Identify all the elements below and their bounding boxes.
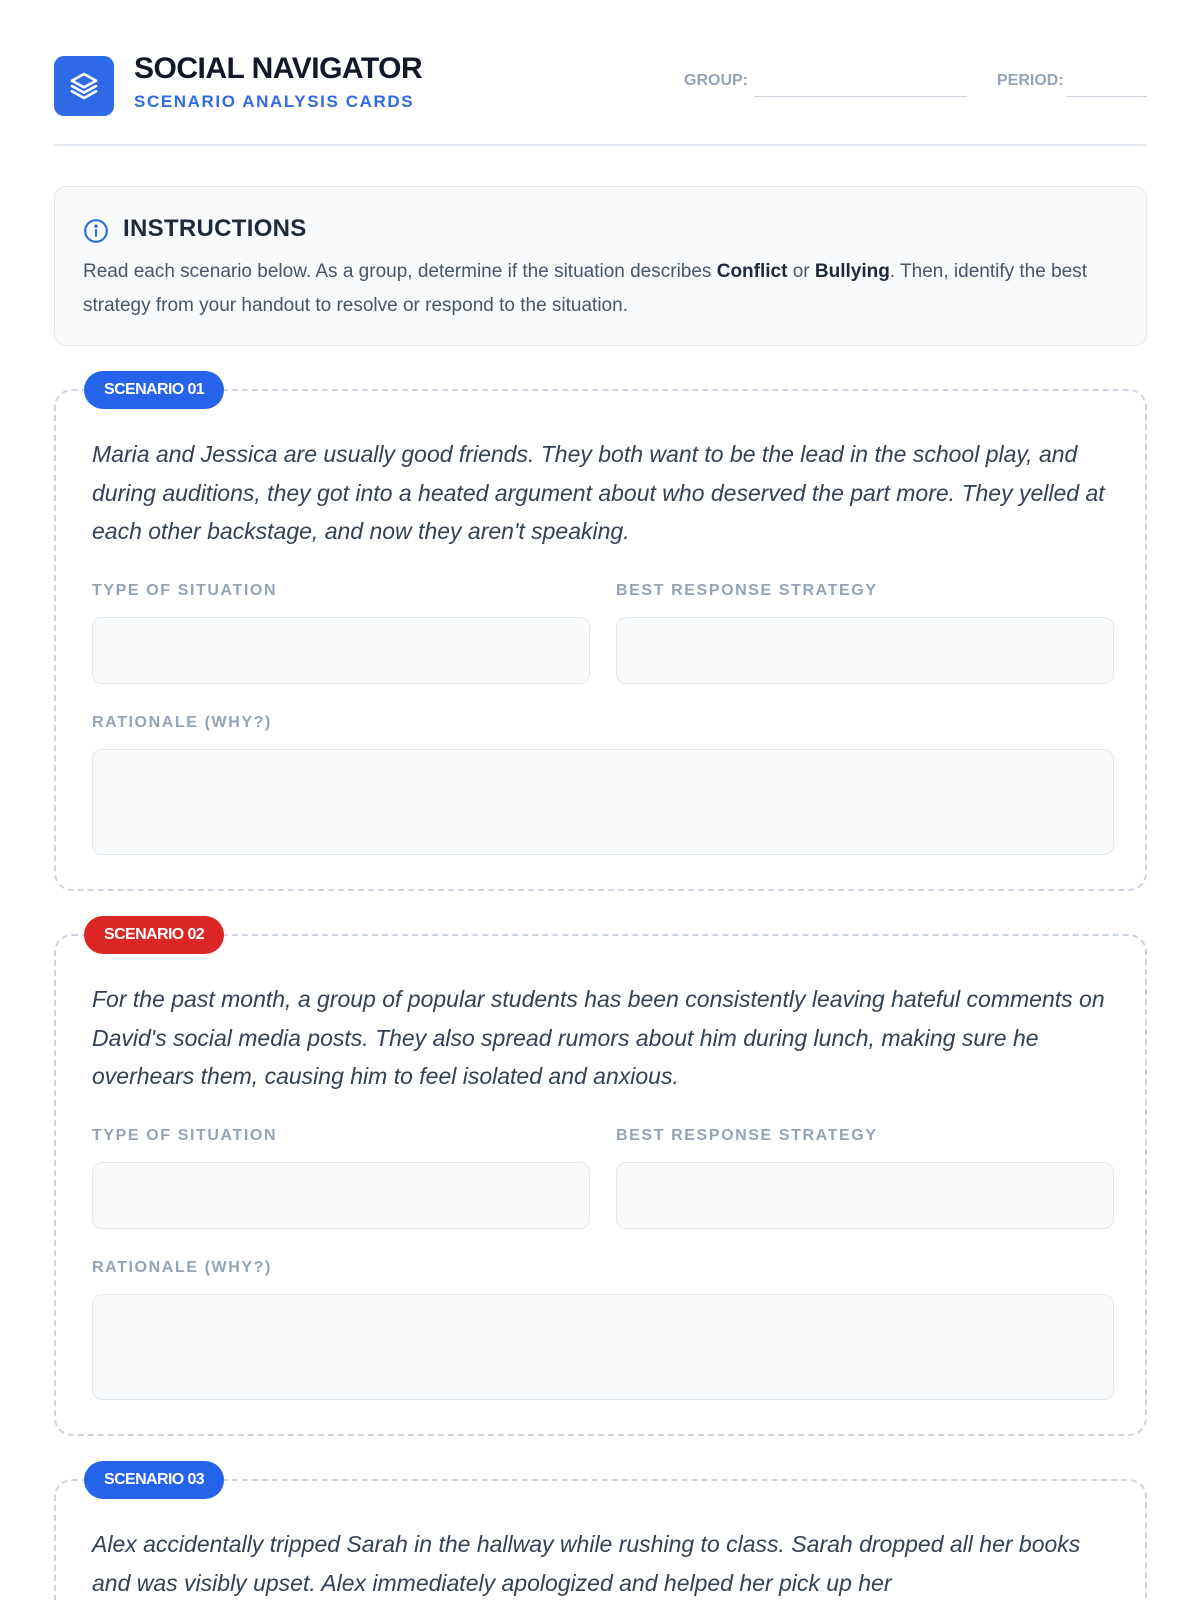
type-of-situation-field[interactable] — [92, 1162, 590, 1229]
page-subtitle: SCENARIO ANALYSIS CARDS — [134, 92, 415, 111]
scenario-card — [54, 926, 1147, 1436]
rationale-label: RATIONALE (WHY?) — [92, 714, 272, 731]
instructions-text: Read each scenario below. As a group, determine if the situation describes Conflict or Bullying. Then, identify the best strategy from your handout to resolve or respond to the situation. — [83, 261, 1088, 316]
page-title: SOCIAL NAVIGATOR — [134, 52, 423, 85]
info-icon — [83, 218, 109, 249]
period-field[interactable] — [1067, 96, 1147, 97]
scenario-text: Maria and Jessica are usually good friends. They both want to be the lead in the school play, and during auditions, they got into a heated argument about who deserved the part more. They yelled at each other backstage, and now they aren't speaking. — [92, 441, 1105, 544]
scenario-card — [54, 1471, 1147, 1600]
scenario-badge: SCENARIO 03 — [84, 1461, 224, 1499]
page-header — [54, 52, 1147, 146]
layers-icon — [54, 56, 114, 116]
scenario-badge: SCENARIO 02 — [84, 916, 224, 954]
group-label: GROUP: — [684, 72, 748, 89]
group-field[interactable] — [754, 96, 967, 97]
type-of-situation-field[interactable] — [92, 617, 590, 684]
scenario-text: For the past month, a group of popular students has been consistently leaving hateful comments on David's social media posts. They also spread rumors about him during lunch, making sure he overhears them, causing him to feel isolated and anxious. — [92, 986, 1105, 1089]
type-of-situation-label: TYPE OF SITUATION — [92, 1127, 278, 1144]
best-response-strategy-field[interactable] — [616, 617, 1114, 684]
type-of-situation-label: TYPE OF SITUATION — [92, 582, 278, 599]
best-response-strategy-label: BEST RESPONSE STRATEGY — [616, 582, 878, 599]
best-response-strategy-label: BEST RESPONSE STRATEGY — [616, 1127, 878, 1144]
rationale-label: RATIONALE (WHY?) — [92, 1259, 272, 1276]
scenario-text: Alex accidentally tripped Sarah in the hallway while rushing to class. Sarah dropped all her books and was visibly upset. Alex immediately apologized and helped her pick up her — [92, 1531, 1081, 1596]
period-label: PERIOD: — [997, 72, 1064, 89]
scenario-badge: SCENARIO 01 — [84, 371, 224, 409]
rationale-field[interactable] — [92, 749, 1114, 855]
rationale-field[interactable] — [92, 1294, 1114, 1400]
best-response-strategy-field[interactable] — [616, 1162, 1114, 1229]
scenario-card — [54, 381, 1147, 891]
instructions-title: INSTRUCTIONS — [123, 215, 307, 242]
instructions-panel — [54, 186, 1147, 346]
